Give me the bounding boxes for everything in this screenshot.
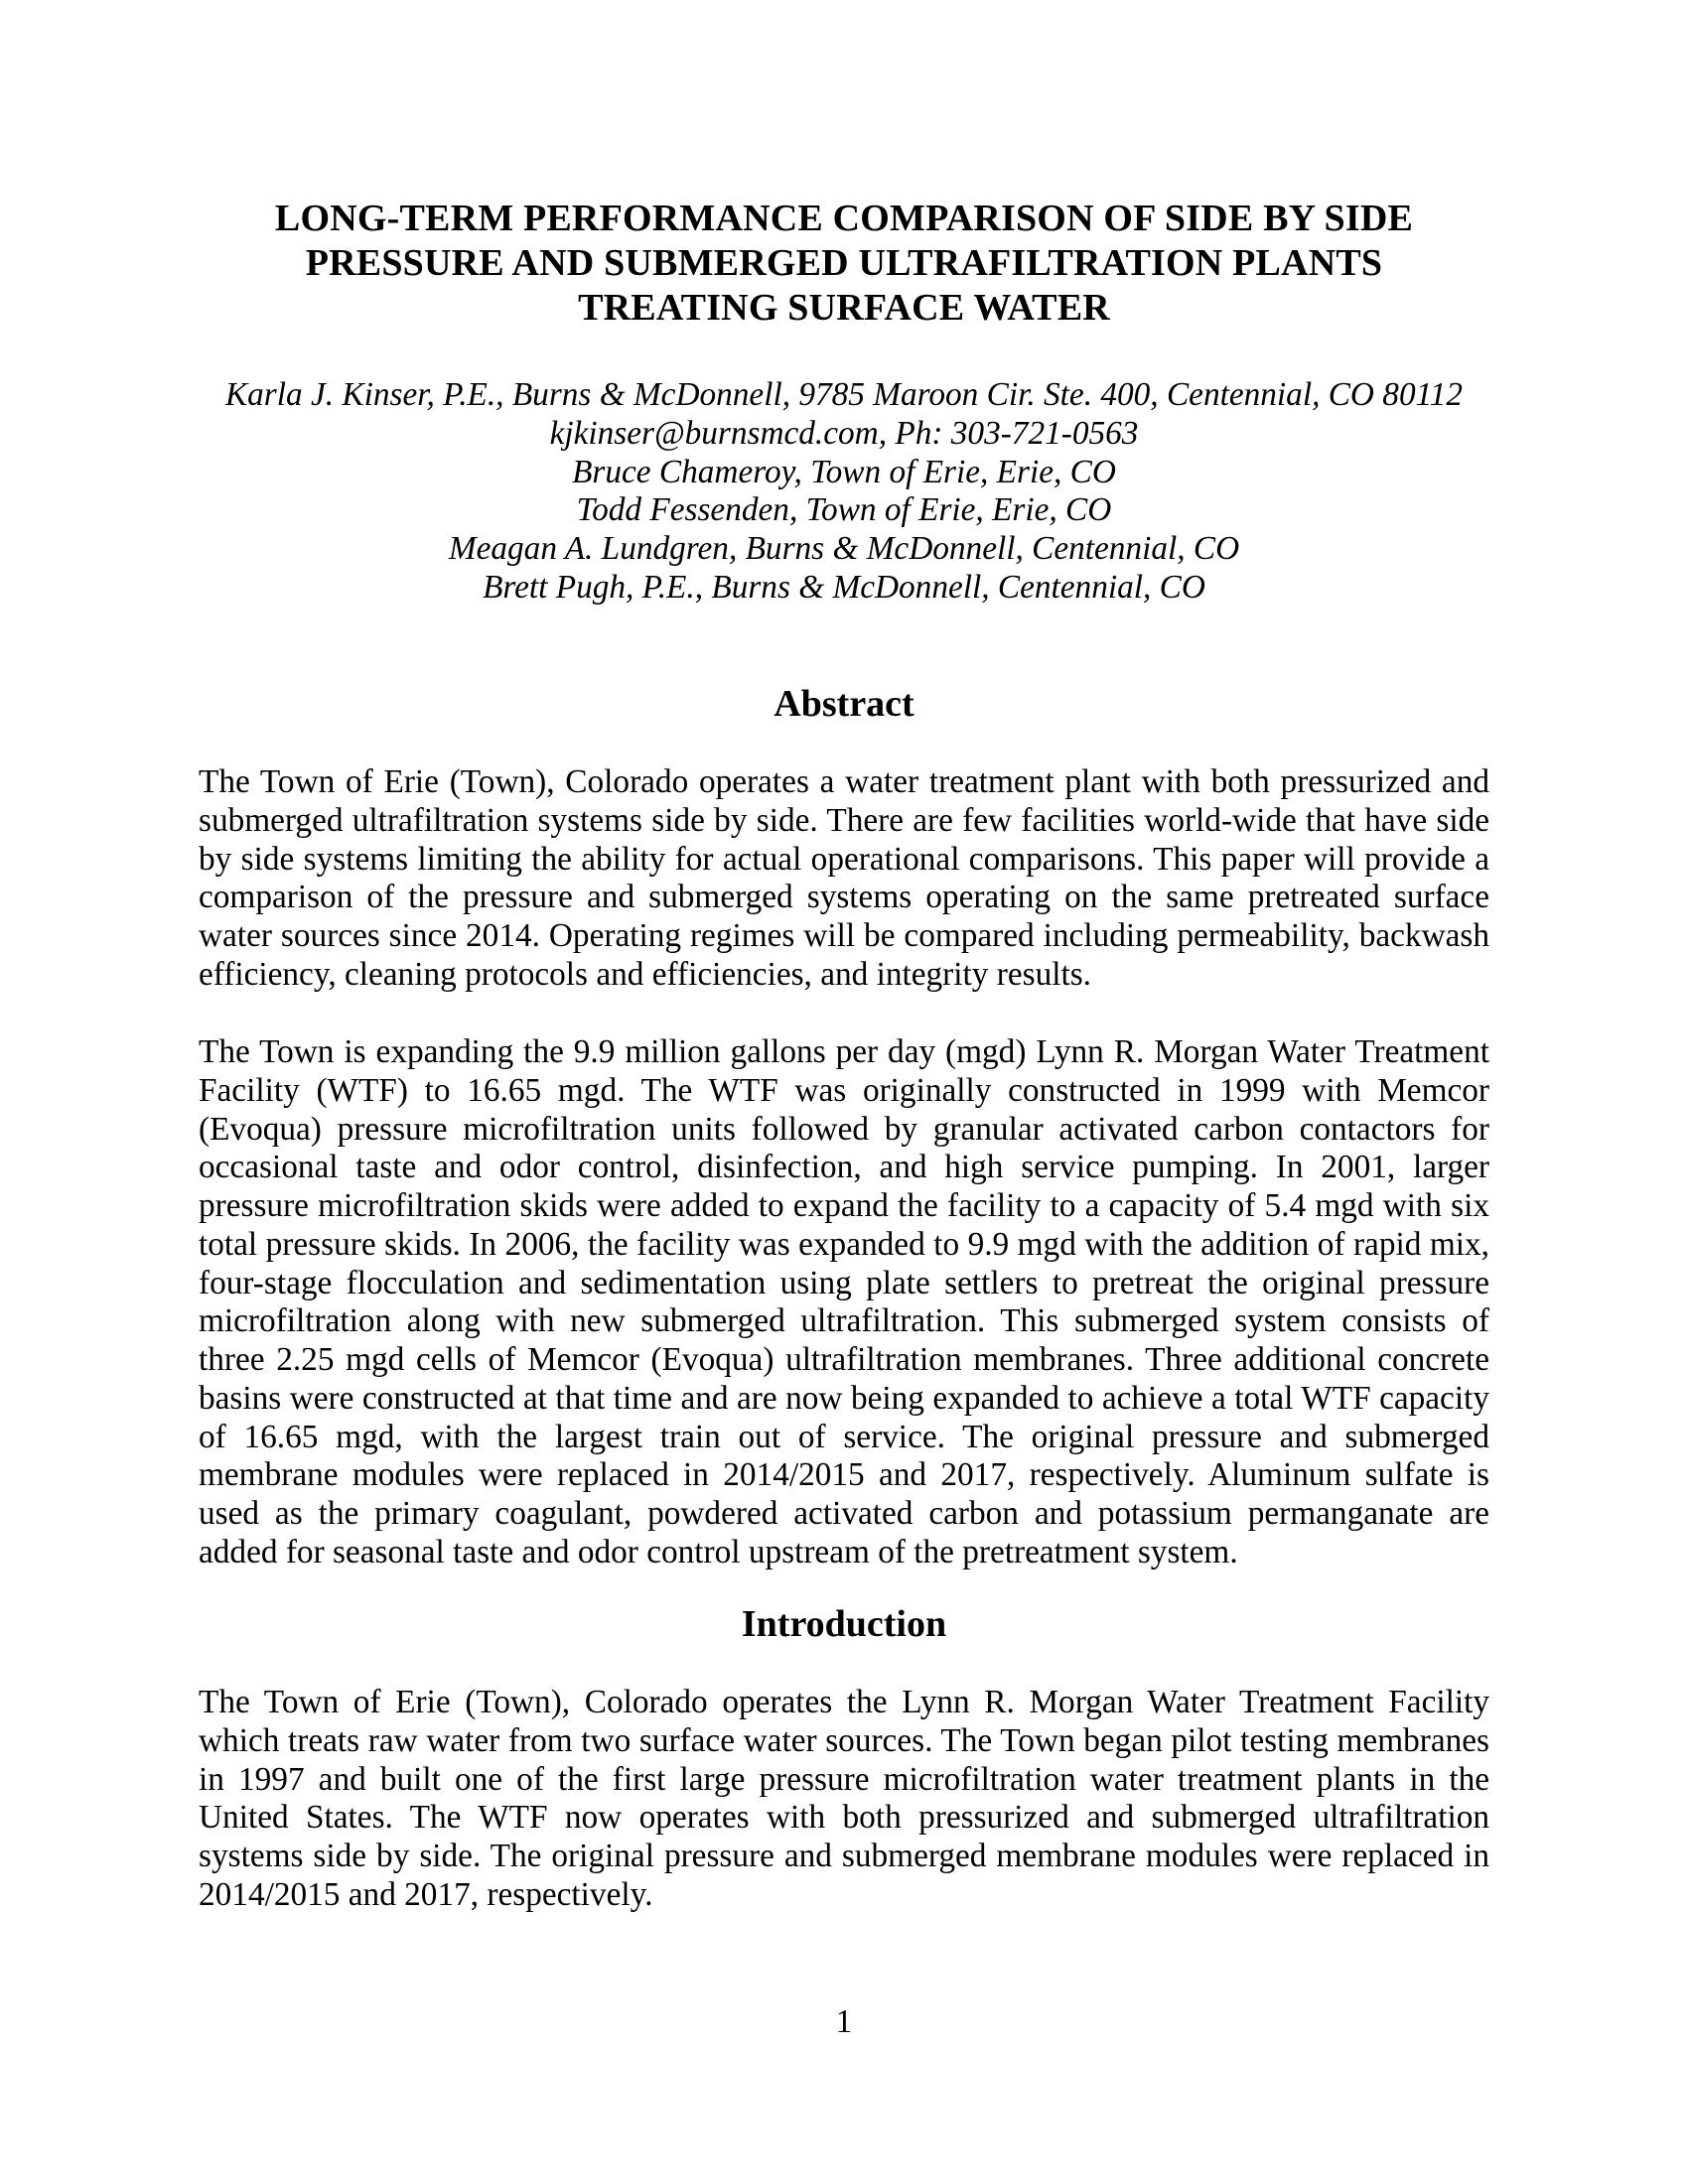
abstract-paragraph-1: The Town of Erie (Town), Colorado operates a water treatment plant with both pressurized and submerged ultrafiltration systems side by side. There are few facilities world-wide that have side by side systems limiting the ability for actual operational comparisons. This paper will provide a comparison of the pressure and submerged systems operating on the same pretreated surface water sources since 2014. Operating regimes will be compared including permeability, backwash efficiency, cleaning protocols and efficiencies, and integrity results.: [199, 763, 1489, 993]
author-line: Karla J. Kinser, P.E., Burns & McDonnell, 9785 Maroon Cir. Ste. 400, Centennial, CO 80112: [224, 376, 1464, 413]
paper-title: [199, 197, 1489, 331]
page-number: 1: [835, 2003, 853, 2040]
paper-title-line-3: TREATING SURFACE WATER: [578, 287, 1110, 329]
author-line: Todd Fessenden, Town of Erie, Erie, CO: [576, 491, 1112, 529]
author-line: Brett Pugh, P.E., Burns & McDonnell, Centennial, CO: [483, 568, 1205, 606]
author-list: [199, 376, 1489, 608]
abstract-paragraph-2: The Town is expanding the 9.9 million gallons per day (mgd) Lynn R. Morgan Water Treatment Facility (WTF) to 16.65 mgd. The WTF was originally constructed in 1999 with Memcor (Evoqua) pressure microfiltration units followed by granular activated carbon contactors for occasional taste and odor control, disinfection, and high service pumping. In 2001, larger pressure microfiltration skids were added to expand the facility to a capacity of 5.4 mgd with six total pressure skids. In 2006, the facility was expanded to 9.9 mgd with the addition of rapid mix, four-stage flocculation and sedimentation using plate settlers to pretreat the original pressure microfiltration along with new submerged ultrafiltration. This submerged system consists of three 2.25 mgd cells of Memcor (Evoqua) ultrafiltration membranes. Three additional concrete basins were constructed at that time and are now being expanded to achieve a total WTF capacity of 16.65 mgd, with the largest train out of service. The original pressure and submerged membrane modules were replaced in 2014/2015 and 2017, respectively. Aluminum sulfate is used as the primary coagulant, powdered activated carbon and potassium permanganate are added for seasonal taste and odor control upstream of the pretreatment system.: [199, 1033, 1489, 1570]
introduction-paragraph-1: The Town of Erie (Town), Colorado operates the Lynn R. Morgan Water Treatment Facility which treats raw water from two surface water sources. The Town began pilot testing membranes in 1997 and built one of the first large pressure microfiltration water treatment plants in the United States. The WTF now operates with both pressurized and submerged ultrafiltration systems side by side. The original pressure and submerged membrane modules were replaced in 2014/2015 and 2017, respectively.: [199, 1684, 1489, 1913]
paper-title-line-1: LONG-TERM PERFORMANCE COMPARISON OF SIDE BY SIDE: [274, 198, 1414, 239]
paper-title-line-2: PRESSURE AND SUBMERGED ULTRAFILTRATION PLANTS: [305, 242, 1383, 284]
author-line: Meagan A. Lundgren, Burns & McDonnell, Centennial, CO: [448, 530, 1240, 568]
introduction-heading: Introduction: [741, 1603, 947, 1645]
abstract-heading: Abstract: [774, 683, 914, 725]
author-line: Bruce Chameroy, Town of Erie, Erie, CO: [572, 453, 1116, 490]
author-contact-line: kjkinser@burnsmcd.com, Ph: 303-721-0563: [549, 414, 1139, 452]
